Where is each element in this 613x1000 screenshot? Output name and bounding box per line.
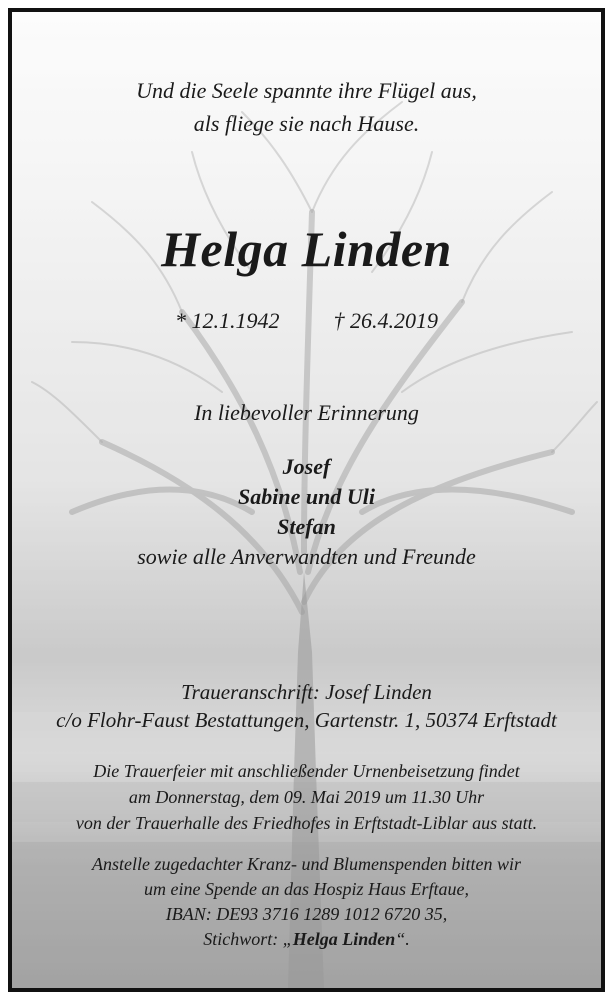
donation-notice <box>12 852 601 952</box>
mourners-list <box>12 452 601 572</box>
death-date: † 26.4.2019 <box>333 308 438 333</box>
donation-iban: IBAN: DE93 3716 1289 1012 6720 35, <box>165 904 448 924</box>
address-line-2: c/o Flohr-Faust Bestattungen, Gartenstr. 1, 50374 Erftstadt <box>56 708 557 732</box>
ceremony-line-2: am Donnerstag, dem 09. Mai 2019 um 11.30 Uhr <box>128 787 485 807</box>
mourner-name: Josef <box>282 454 331 479</box>
keyword-suffix: “. <box>395 929 410 949</box>
mourning-address <box>12 678 601 734</box>
address-line-1: Traueranschrift: Josef Linden <box>181 680 432 704</box>
mourner-name: Sabine und Uli <box>238 484 375 509</box>
donation-keyword-line <box>12 927 601 952</box>
mourners-others: sowie alle Anverwandten und Freunde <box>137 544 476 569</box>
mourner-name: Stefan <box>277 514 336 539</box>
keyword-text: Helga Linden <box>292 929 396 949</box>
motto-line-2: als fliege sie nach Hause. <box>193 111 420 136</box>
ceremony-line-3: von der Trauerhalle des Friedhofes in Erftstadt-Liblar aus statt. <box>75 813 538 833</box>
keyword-prefix: Stichwort: „ <box>203 929 293 949</box>
life-dates <box>12 308 601 334</box>
memory-line: In liebevoller Erinnerung <box>194 400 419 425</box>
motto-verse <box>12 74 601 140</box>
birth-date: * 12.1.1942 <box>175 308 280 333</box>
deceased-name: Helga Linden <box>161 221 452 277</box>
obituary-frame <box>8 8 605 992</box>
ceremony-line-1: Die Trauerfeier mit anschließender Urnenbeisetzung findet <box>93 761 520 781</box>
ceremony-notice <box>12 758 601 836</box>
donation-line-1: Anstelle zugedachter Kranz- und Blumenspenden bitten wir <box>92 854 521 874</box>
donation-line-2: um eine Spende an das Hospiz Haus Erftaue, <box>144 879 469 899</box>
motto-line-1: Und die Seele spannte ihre Flügel aus, <box>136 78 477 103</box>
